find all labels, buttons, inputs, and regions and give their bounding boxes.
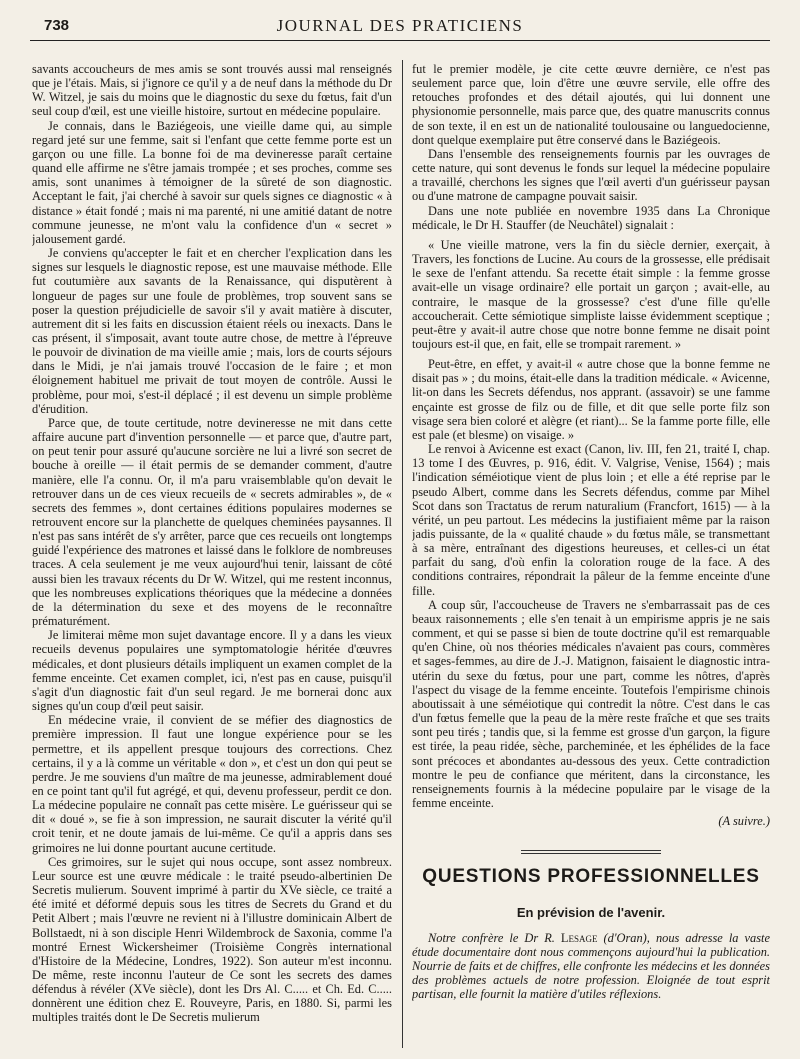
- paragraph: A coup sûr, l'accoucheuse de Travers ne s'embarrassait pas de ces beaux raisonnements ; elle s'en tenait à un empirisme appris je ne sais comment, et qui se passe si bien de toute doctrine qu'il est remarquable qu'en Chine, où nos théories médicales n'avaient pas cours, commères et sages-femmes, au dire de J.-J. Matignon, faisaient le diagnostic intra-utérin du sexe du fœtus, pour une part, comme les nôtres, d'après l'aspect du visage de la femme enceinte. Toutefois l'empirisme chinois aboutissait à une séméiotique qui contredit la nôtre. C'est dans le cas d'un fœtus femelle que la peau de la mère reste fraîche et que ses traits sont peu tirés ; tandis que, si la femme est grosse d'un garçon, la figure est tirée, la peau ridée, sèche, parcheminée, et les éphélides de la face sont précoces et abondantes au-dessous des yeux. Cette contradiction montre le peu de confiance que méritent, dans la circonstance, les renseignements fournis à la médecine populaire par le visage de la femme enceinte.: [412, 597, 770, 810]
- paragraph: Je connais, dans le Baziégeois, une vieille dame qui, au simple regard jeté sur une femme, sait si l'enfant que cette femme porte est un garçon ou une fille. La bonne foi de ma devineresse paraît certaine quand elle affirme ne s'être jamais trompée ; et ses proches, comme ses amis, sont unanimes à témoigner de la sûreté de son diagnostic. Acceptant le fait, j'ai cherché à savoir sur quels signes ce diagnostic « à distance » était fondé ; mais ni ma parenté, ni une amitié datant de notre commune jeunesse, ne m'ont valu la confidence d'un « secret » jalousement gardé.: [32, 118, 392, 246]
- section-rule: [521, 850, 661, 854]
- intro-suffix: (d'Oran), nous adresse la vaste étude documentaire dont nous commençons aujourd'hui la publication. Nourrie de faits et de chiffres, elle confronte les médecins et les données des problèmes actuels de notre profession. Eloignée de tout esprit partisan, elle fournit la matière d'utiles réflexions.: [412, 930, 770, 1002]
- paragraph: En médecine vraie, il convient de se méfier des diagnostics de première impression. Il faut une longue expérience pour se les permettre, et ils appellent presque toujours des corrections. Chez certains, il y a là comme un véritable « don », et c'est un don qui peut se perdre. Je me souviens d'un maître de ma jeunesse, admirablement doué en ce point tant qu'il fut agrégé, et qui, devenu professeur, perdit ce don. La médecine populaire ne connaît pas cette misère. Le guérisseur qui se dit « doué », se fie à son impression, ne saurait discuter la vérité qu'il croit tenir, et ne doute jamais de lui-même. Ce qu'il a appris dans ses grimoires ne lui donne pourtant aucune certitude.: [32, 713, 392, 855]
- paragraph: Peut-être, en effet, y avait-il « autre chose que la bonne femme ne disait pas » ; du moins, était-elle dans la tradition médicale. « Avicenne, lit-on dans les Secrets défendus, nos apprant. (assavoir) se une famme ençainte est grosse de filz ou de fille, et dit que selle porte filz son visage sera bien coloré et alègre (et riant)... Se la famme porte fille, elle est pale (et blesme) on visaige. »: [412, 357, 770, 442]
- intro-prefix: Notre confrère le Dr R.: [428, 930, 561, 945]
- journal-title: JOURNAL DES PRATICIENS: [276, 16, 524, 35]
- page-header: [30, 14, 770, 41]
- paragraph: Ces grimoires, sur le sujet qui nous occupe, sont assez nombreux. Leur source est une œuvre médicale : le traité pseudo-albertinien De Secretis mulierum. Souvent imprimé à partir du XVe siècle, ce traité a été imité et déformé depuis sous les titres de Secrets du Grand et du Petit Albert ; mais l'œuvre ne revient ni à l'illustre dominicain Albert de Bollstaedt, ni à son disciple Henri Wildembrock de Saxonia, comme l'a montré Ernest Wickersheimer (Troisième Congrès international d'Histoire de la Médecine, Londres, 1922). Son auteur m'est inconnu. De même, reste inconnu l'auteur de Ce sont les secrets des dames défendus à révéler (XVe siècle), dont les Drs Al. C..... et Ch. Ed. C..... donnèrent une édition chez E. Rouveyre, Paris, en 1880. Si, parmi les multiples traités dont le De Secretis mulierum: [32, 854, 392, 1025]
- paragraph: Je limiterai même mon sujet davantage encore. Il y a dans les vieux recueils devenus populaires une symptomatologie héritée d'œuvres médicales, et dont plusieurs détails impliquent un examen complet de la femme enceinte. Cet examen complet, ici, n'est pas en cause, puisqu'il s'agit d'un diagnostic fait d'un seul regard. Je me bornerai donc aux signes qu'un coup d'œil peut saisir.: [32, 628, 392, 714]
- article-intro: [412, 931, 770, 1002]
- paragraph: Dans l'ensemble des renseignements fournis par les ouvrages de cette nature, qui sont devenus le fonds sur lequel la médecine populaire a travaillé, cherchons les signes que l'œil averti d'un guérisseur paysan ou d'une matrone de campagne pouvait saisir.: [412, 146, 770, 204]
- to-be-continued: (A suivre.): [718, 814, 770, 829]
- author-name: Lesage: [560, 930, 598, 945]
- quotation: « Une vieille matrone, vers la fin du siècle dernier, exerçait, à Travers, les fonctions de Lucine. Au cours de la grossesse, elle prédisait le sexe de l'enfant attendu. Sa recette était simple : la femme grosse avait-elle un visage ordinaire? elle portait un garçon ; avait-elle, au contraire, le masque de la grossesse? c'est d'une fille qu'elle accoucherait. Cette sémiotique simpliste laisse évidemment sceptique ; peut-être y avait-il autre chose que notre bonne femme ne disait point toujours est-il que, en fait, elle se trompait rarement. »: [412, 237, 770, 351]
- paragraph: Je conviens qu'accepter le fait et en chercher l'explication dans les signes sur lesquels le diagnostic repose, est une mauvaise méthode. Elle fut coutumière aux savants de la Renaissance, qui disputèrent à longueur de pages sur une foule de problèmes, trop souvent sans se poser la question préjudicielle de savoir s'il y avait matière à discuter, autrement dit si les faits en discussion étaient réels ou inexacts. Dans le cas présent, il s'imposait, avant toute autre chose, de mettre à l'épreuve le pouvoir de divination de ma vieille amie ; mais, lors de courts séjours dans le Midi, je n'ai jamais trouvé l'occasion de le faire ; et mon éloignement habituel me privait de tout moyen de contrôle. Aussi le problème, pour moi, s'est-il déplacé ; il est devenu un simple problème d'érudition.: [32, 246, 392, 416]
- article-subtitle: En prévision de l'avenir.: [516, 905, 666, 921]
- column-divider: [402, 60, 403, 1048]
- section-title: QUESTIONS PROFESSIONNELLES: [422, 866, 760, 888]
- paragraph: savants accoucheurs de mes amis se sont trouvés aussi mal renseignés que je l'étais. Mais, si j'ignore ce qu'il y a de neuf dans la méthode du Dr W. Witzel, je sais du moins que le diagnostic du sexe du fœtus, fait d'un seul coup d'œil, est une vieille histoire, surtout en médecine populaire.: [32, 62, 392, 119]
- paragraph: Le renvoi à Avicenne est exact (Canon, liv. III, fen 21, traité I, chap. 13 tome I des Œuvres, p. 916, édit. V. Valgrise, Venise, 1564) ; mais l'indication séméiotique vient de plus loin ; et elle a été reprise par le pseudo Albert, comme dans les Secrets défendus, comme par Mihel Scot dans son Tractatus de rerum naturalium (Francfort, 1615) — à la vérité, un peu partout. Les médecins la justifiaient même par la raison jadis puissante, de la « qualité chaude » du fœtus mâle, se transmettant à sa mère, entraînant des digestions heureuses, et celles-ci un état parfait du sang, d'où enfin la coloration rouge de la face. A des conditions contraires, répondrait la pâleur de la femme enceinte d'une fille.: [412, 442, 770, 598]
- paragraph: Parce que, de toute certitude, notre devineresse ne mit dans cette affaire aucune part d'invention personnelle — et parce que, d'autre part, on peut tenir pour assuré qu'aucune sorcière ne lui a livré son secret de bouche à oreille — il était permis de se demander comment, d'autre manière, elle l'a connu. Or, il m'a paru vraisemblable qu'on devait le retrouver dans un de ces vieux recueils de « secrets admirables », de « secrets des femmes », dont certaines éditions populaires modernes se retrouvent encore sur la planchette de quelques cheminées paysannes. Il n'est pas sans intérêt de s'y arrêter, parce que ces recueils ont longtemps guidé l'expérience des matrones et laissé dans le folklore de nombreuses traces. A cela seulement je me veux aujourd'hui tenir, laissant de côté aussi bien les travaux récents du Dr W. Witzel, qui me restent inconnus, que les nombreuses explications théoriques que la médecine a données de la détermination du sexe et des moyens de le reconnaître prématurément.: [32, 415, 392, 629]
- right-column: [412, 62, 770, 1047]
- left-column: [32, 62, 392, 1047]
- page-number: 738: [44, 17, 70, 34]
- paragraph: fut le premier modèle, je cite cette œuvre dernière, ce n'est pas seulement parce que, loin d'être une œuvre servile, elle offre des retouches profondes et des détail ajoutés, qui lui donnent une physionomie personnelle, mais parce que, des quatre manuscrits connus de son texte, il en est un de nationalité toulousaine ou languedocienne, dont quelque exemplaire put être conservé dans le Baziégeois.: [412, 62, 770, 147]
- paragraph: Dans une note publiée en novembre 1935 dans La Chronique médicale, le Dr H. Stauffer (de Neuchâtel) signalait :: [412, 203, 770, 232]
